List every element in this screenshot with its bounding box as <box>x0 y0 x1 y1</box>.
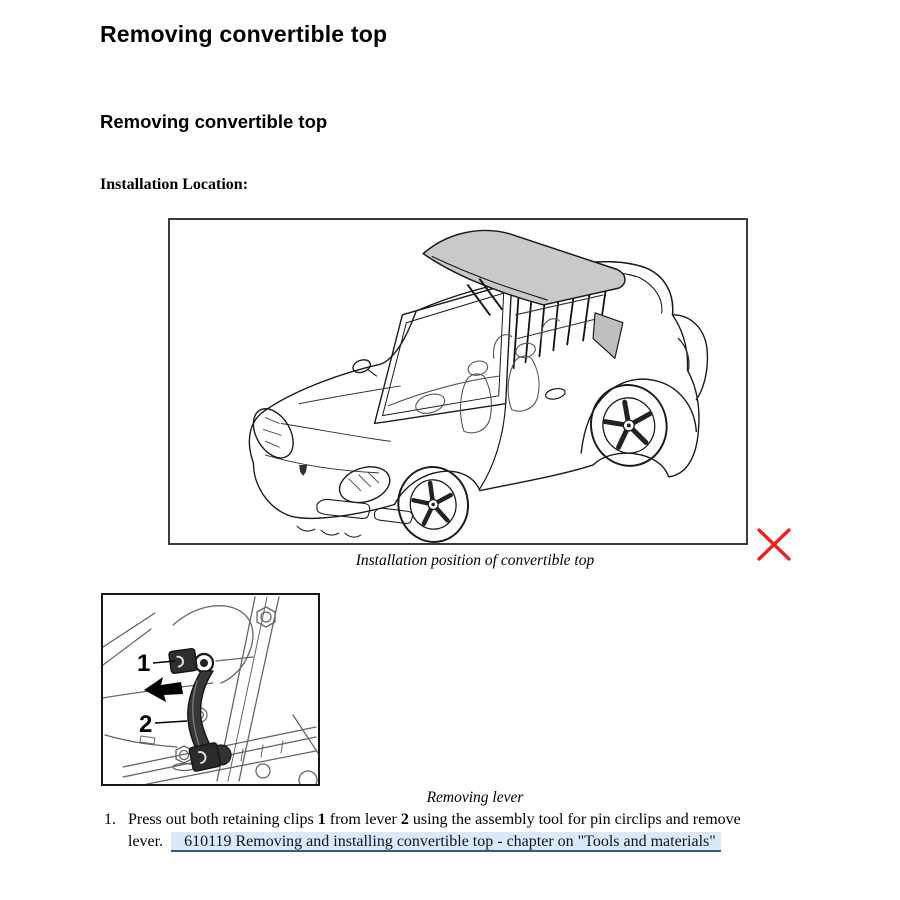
step-ref-2: 2 <box>400 811 409 828</box>
chapter-link[interactable]: 610119 Removing and installing convertible top - chapter on "Tools and materials" <box>171 832 721 852</box>
lever-label-2: 2 <box>139 711 153 738</box>
figure-caption: Removing lever <box>426 789 524 806</box>
lever-label-1: 1 <box>137 650 151 677</box>
step-text: Press out both retaining clips <box>128 811 318 828</box>
lever-illustration <box>103 595 318 784</box>
direction-arrow-icon <box>144 677 183 702</box>
installation-location-label: Installation Location: <box>100 176 249 193</box>
procedure-step: 1. Press out both retaining clips 1 from lever 2 using the assembly tool for pin circlips and remove lever. 610119 Removing and installing convertible top - chapter on "Tools and materials" <box>104 811 741 850</box>
step-number: 1. <box>104 811 116 828</box>
red-x-icon <box>755 526 793 563</box>
roof-panel <box>423 230 625 304</box>
car-illustration <box>170 220 746 543</box>
page-title: Removing convertible top <box>100 21 388 47</box>
section-title: Removing convertible top <box>100 111 328 132</box>
figure-installation-position <box>168 218 748 545</box>
figure-caption: Installation position of convertible top <box>355 552 595 569</box>
step-ref-1: 1 <box>317 811 326 828</box>
figure-removing-lever <box>101 593 320 786</box>
